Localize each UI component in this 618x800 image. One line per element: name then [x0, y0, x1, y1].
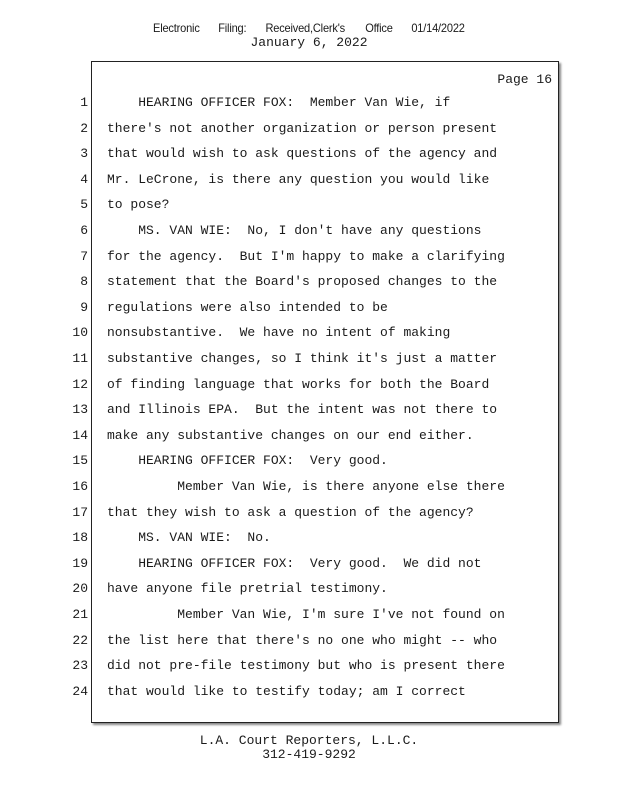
transcript-line: Mr. LeCrone, is there any question you would like — [107, 172, 490, 187]
transcript-line: did not pre-file testimony but who is present there — [107, 658, 505, 673]
line-number: 7 — [80, 249, 88, 264]
transcript-line: HEARING OFFICER FOX: Member Van Wie, if — [107, 95, 451, 110]
line-number: 17 — [72, 505, 88, 520]
stamp-word: Electronic — [152, 21, 200, 35]
transcript-line: statement that the Board's proposed changes to the — [107, 274, 498, 289]
stamp-word: Received,Clerk's — [265, 21, 346, 35]
line-number: 4 — [80, 172, 88, 187]
line-number: 12 — [72, 377, 88, 392]
transcript-line: substantive changes, so I think it's just a matter — [107, 351, 498, 366]
transcript-line: that they wish to ask a question of the agency? — [107, 505, 474, 520]
transcript-line: Member Van Wie, I'm sure I've not found on — [107, 607, 505, 622]
line-number: 19 — [72, 556, 88, 571]
stamp-date: 01/14/2022 — [411, 21, 465, 35]
line-number: 10 — [72, 325, 88, 340]
reporter-company: L.A. Court Reporters, L.L.C. — [199, 733, 419, 748]
transcript-line: there's not another organization or person present — [107, 121, 498, 136]
transcript-line: HEARING OFFICER FOX: Very good. — [107, 453, 388, 468]
line-number: 6 — [80, 223, 88, 238]
line-number: 13 — [72, 402, 88, 417]
transcript-line: that would wish to ask questions of the agency and — [107, 146, 498, 161]
transcript-line: to pose? — [107, 197, 170, 212]
line-number: 3 — [80, 146, 88, 161]
line-number: 23 — [72, 658, 88, 673]
transcript-line: make any substantive changes on our end either. — [107, 428, 474, 443]
transcript-line: Member Van Wie, is there anyone else there — [107, 479, 505, 494]
transcript-line: MS. VAN WIE: No. — [107, 530, 271, 545]
line-number: 5 — [80, 197, 88, 212]
transcript-line: the list here that there's no one who might -- who — [107, 633, 498, 648]
transcript-line: have anyone file pretrial testimony. — [107, 581, 388, 596]
page-number: Page 16 — [497, 72, 552, 87]
stamp-word: Filing: — [217, 21, 247, 35]
transcript-line: MS. VAN WIE: No, I don't have any questions — [107, 223, 482, 238]
transcript-line: and Illinois EPA. But the intent was not there to — [107, 402, 498, 417]
reporter-phone: 312-419-9292 — [262, 747, 356, 762]
line-number: 20 — [72, 581, 88, 596]
line-number: 21 — [72, 607, 88, 622]
line-number: 16 — [72, 479, 88, 494]
line-number: 11 — [72, 351, 88, 366]
line-number: 15 — [72, 453, 88, 468]
line-number: 14 — [72, 428, 88, 443]
line-number: 18 — [72, 530, 88, 545]
electronic-filing-stamp — [0, 21, 618, 35]
transcript-line: for the agency. But I'm happy to make a clarifying — [107, 249, 505, 264]
transcript-line: that would like to testify today; am I correct — [107, 684, 466, 699]
line-number: 9 — [80, 300, 88, 315]
transcript-line: HEARING OFFICER FOX: Very good. We did not — [107, 556, 482, 571]
line-number: 2 — [80, 121, 88, 136]
hearing-date: January 6, 2022 — [250, 35, 368, 50]
line-number: 22 — [72, 633, 88, 648]
transcript-line: of finding language that works for both the Board — [107, 377, 490, 392]
line-number: 1 — [80, 95, 88, 110]
line-number: 24 — [72, 684, 88, 699]
transcript-line: nonsubstantive. We have no intent of making — [107, 325, 451, 340]
transcript-line: regulations were also intended to be — [107, 300, 388, 315]
line-number: 8 — [80, 274, 88, 289]
stamp-word: Office — [365, 21, 393, 35]
